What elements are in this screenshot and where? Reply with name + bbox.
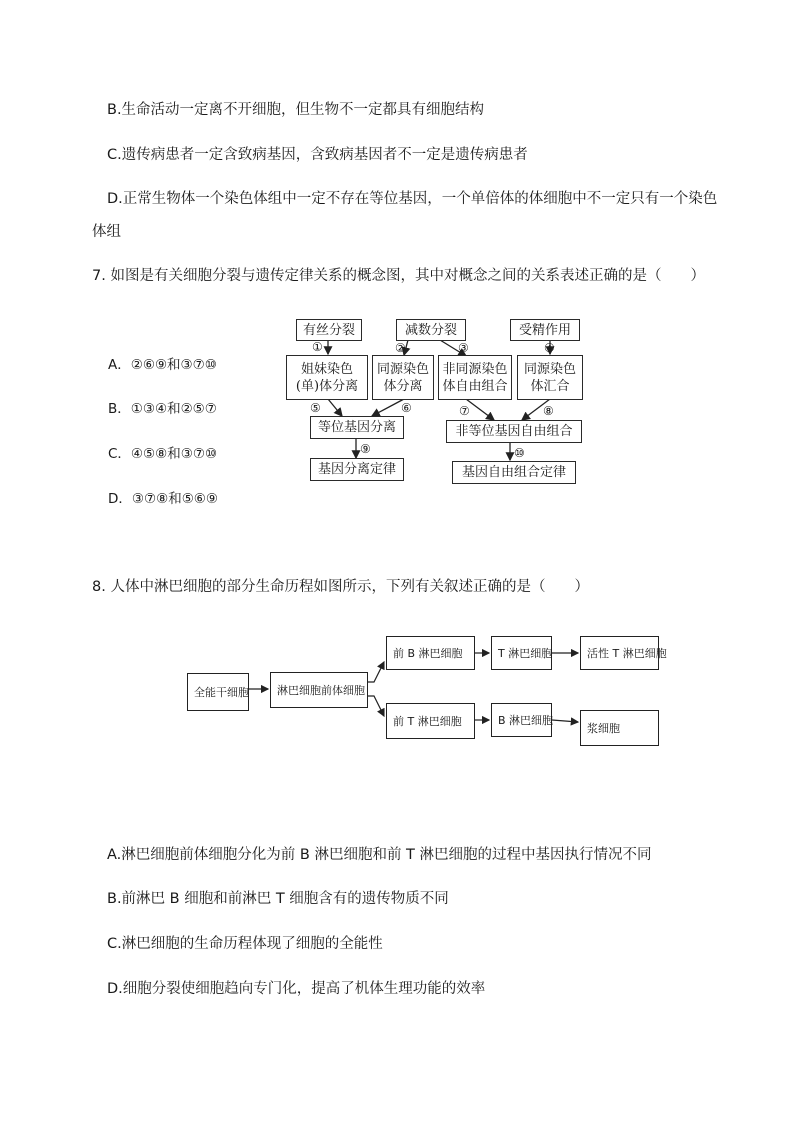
box-jiang-xibao: 浆细胞 [580, 710, 659, 746]
box-huoxing-t-linba: 活性 T 淋巴细胞 [580, 636, 659, 670]
jiemei-line1: 姐妹染色 [300, 361, 353, 377]
box-jiyin-fenli-dinglv: 基因分离定律 [310, 458, 404, 481]
label-n10: ⑩ [514, 446, 525, 460]
q8-option-c: C.淋巴细胞的生命历程体现了细胞的全能性 [107, 936, 383, 952]
q7-option-c: C．④⑤⑧和③⑦⑩ [108, 446, 218, 462]
label-n8: ⑧ [543, 404, 554, 418]
q6-option-d-line1: D.正常生物体一个染色体组中一定不存在等位基因，一个单倍体的体细胞中不一定只有一个染色 [107, 191, 718, 207]
label-n2: ② [395, 341, 406, 355]
box-quanneng-ganxibao: 全能干细胞 [187, 673, 249, 711]
label-n9: ⑨ [360, 442, 371, 456]
q7-option-a: A．②⑥⑨和③⑦⑩ [108, 357, 217, 373]
box-t-linba: T 淋巴细胞 [491, 636, 552, 670]
label-n7: ⑦ [459, 404, 470, 418]
q6-option-d-line2: 体组 [92, 224, 121, 240]
box-linba-qianti-xibao: 淋巴细胞前体细胞 [270, 672, 368, 708]
box-dengwei-jiyin-fenli: 等位基因分离 [310, 416, 404, 439]
label-n4: ④ [544, 341, 555, 355]
box-feidengwei-zuhe: 非等位基因自由组合 [446, 420, 582, 443]
tongyuan-line2: 体分离 [383, 378, 423, 394]
label-n3: ③ [458, 341, 469, 355]
box-qian-b-linba: 前 B 淋巴细胞 [386, 636, 475, 670]
q7-stem: 7. 如图是有关细胞分裂与遗传定律关系的概念图，其中对概念之间的关系表述正确的是（ ） [92, 268, 705, 284]
box-shoujing-zuoyong: 受精作用 [510, 319, 580, 341]
box-jiyin-zuhe-dinglv: 基因自由组合定律 [452, 461, 576, 484]
tongyuan-line1: 同源染色 [376, 361, 429, 377]
huihe-line1: 同源染色 [523, 361, 576, 377]
huihe-line2: 体汇合 [530, 378, 570, 394]
box-jianshu-fenlie: 减数分裂 [396, 319, 466, 341]
jiemei-line2: (单)体分离 [295, 378, 359, 394]
q8-option-b: B.前淋巴 B 细胞和前淋巴 T 细胞含有的遗传物质不同 [107, 891, 449, 907]
q8-option-a: A.淋巴细胞前体细胞分化为前 B 淋巴细胞和前 T 淋巴细胞的过程中基因执行情况不同 [107, 847, 652, 863]
label-n6: ⑥ [401, 401, 412, 415]
q6-option-b: B.生命活动一定离不开细胞，但生物不一定都具有细胞结构 [107, 102, 485, 118]
box-qian-t-linba: 前 T 淋巴细胞 [386, 703, 475, 739]
q7-option-d: D．③⑦⑧和⑤⑥⑨ [108, 491, 219, 507]
box-b-linba: B 淋巴细胞 [491, 703, 552, 737]
fei-line2: 体自由组合 [442, 378, 508, 394]
label-n5: ⑤ [310, 401, 321, 415]
q7-option-b: B．①③④和②⑤⑦ [108, 401, 217, 417]
box-youzhi-fenlie: 有丝分裂 [296, 319, 362, 341]
fei-line1: 非同源染色 [442, 361, 508, 377]
q8-option-d: D.细胞分裂使细胞趋向专门化，提高了机体生理功能的效率 [107, 981, 486, 997]
q8-stem: 8. 人体中淋巴细胞的部分生命历程如图所示，下列有关叙述正确的是（ ） [92, 579, 589, 595]
label-n1: ① [312, 340, 323, 354]
q6-option-c: C.遗传病患者一定含致病基因，含致病基因者不一定是遗传病患者 [107, 147, 528, 163]
